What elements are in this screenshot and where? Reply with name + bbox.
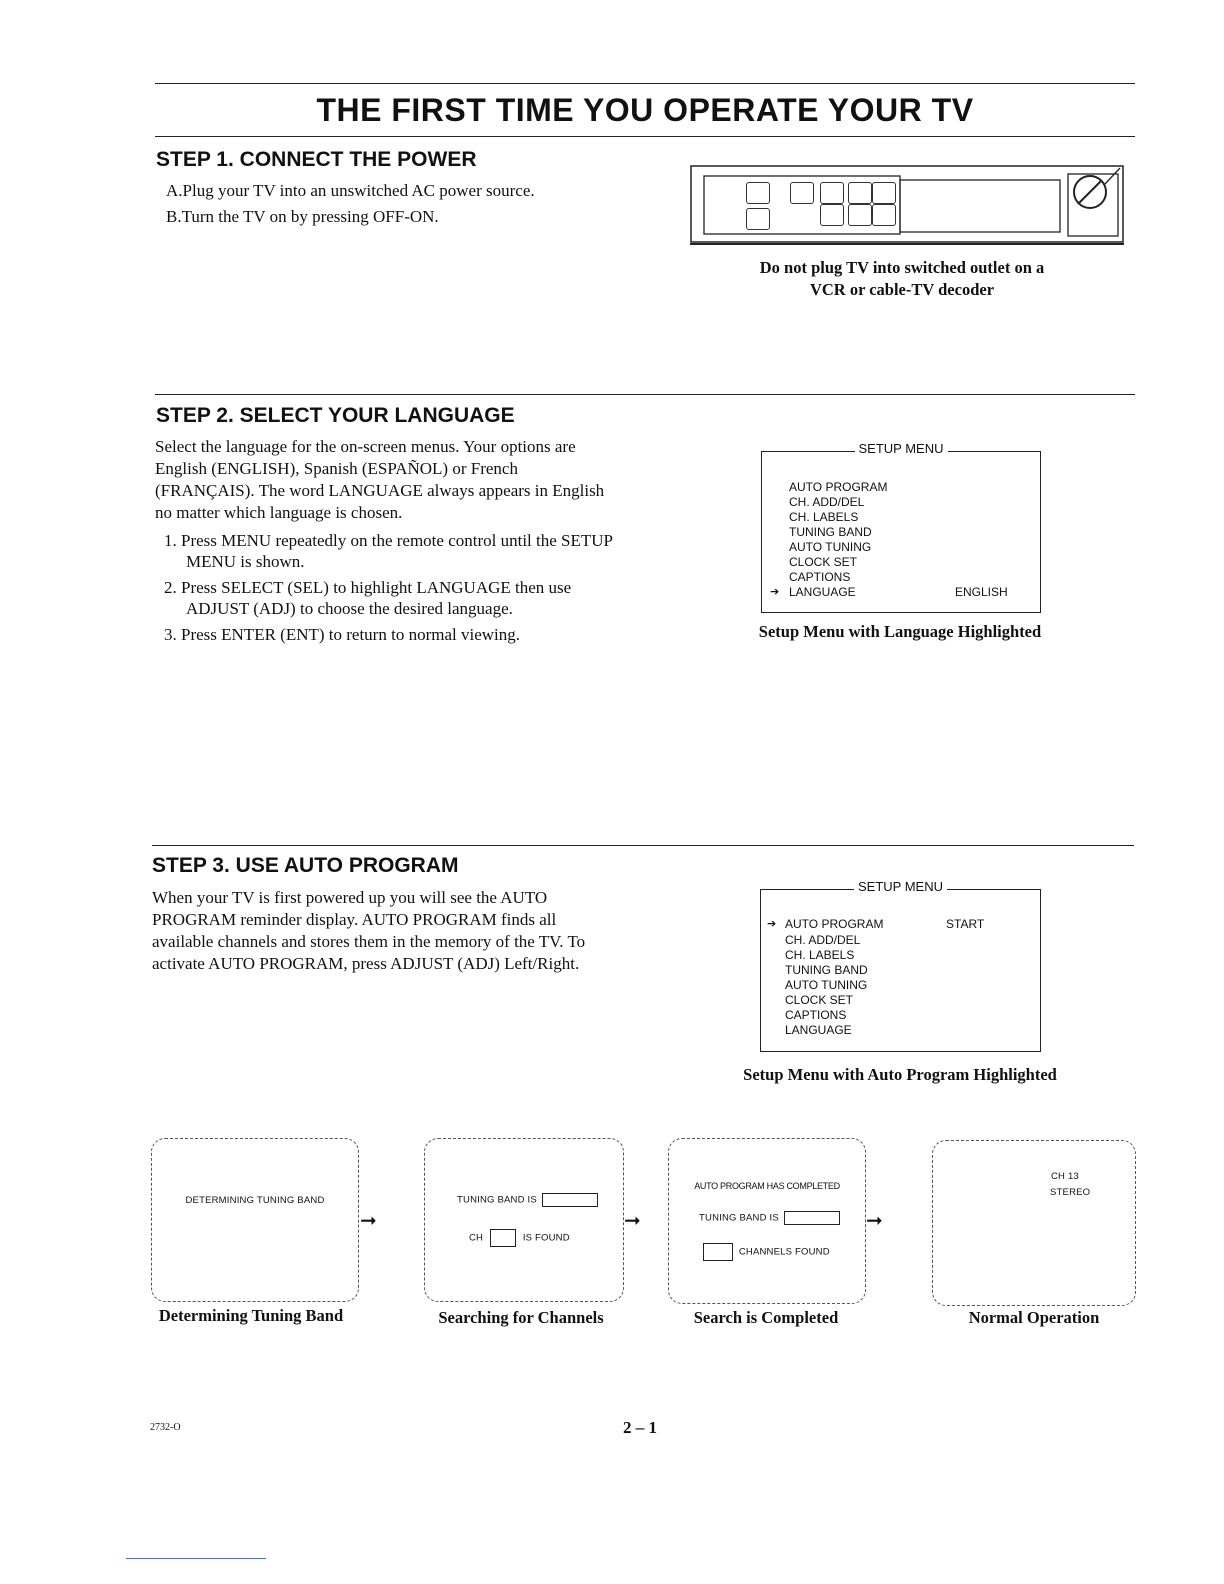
screen-text: DETERMINING TUNING BAND bbox=[185, 1195, 325, 1206]
menu-item: AUTO PROGRAM bbox=[789, 480, 888, 494]
value-box bbox=[703, 1243, 733, 1261]
step1-heading: STEP 1. CONNECT THE POWER bbox=[156, 148, 477, 171]
step1-item-a: A.Plug your TV into an unswitched AC power source. bbox=[166, 181, 535, 200]
step2-heading: STEP 2. SELECT YOUR LANGUAGE bbox=[156, 404, 515, 427]
arrow-right-icon: ➞ bbox=[866, 1210, 883, 1232]
menu-item: CH. ADD/DEL bbox=[789, 495, 865, 509]
screen-determining-band bbox=[151, 1138, 359, 1302]
menu-item: CAPTIONS bbox=[789, 570, 851, 584]
jack-icon bbox=[848, 182, 872, 204]
screen-text bbox=[457, 1193, 598, 1207]
jack-icon bbox=[746, 208, 770, 230]
menu-item: CH. LABELS bbox=[789, 510, 859, 524]
menu-item: CLOCK SET bbox=[789, 555, 858, 569]
value-box bbox=[784, 1211, 840, 1225]
menu-item-highlighted: LANGUAGE bbox=[789, 585, 856, 599]
screen-text-line2: STEREO bbox=[1050, 1187, 1091, 1198]
screen-searching bbox=[424, 1138, 624, 1302]
screen-text-line1: TUNING BAND IS bbox=[457, 1194, 537, 1206]
step2-instructions bbox=[164, 530, 634, 650]
setup-menu-title: SETUP MENU bbox=[761, 879, 1040, 894]
screen-text-line2-pre: CH bbox=[469, 1232, 484, 1244]
screen3-caption: Search is Completed bbox=[693, 1308, 839, 1327]
step1-item-b: B.Turn the TV on by pressing OFF-ON. bbox=[166, 207, 439, 226]
step2-intro: Select the language for the on-screen menus. Your options are English (ENGLISH), Spanish (ESPAÑOL) or French (FRANÇAIS). The word LANGUAGE always appears in English no matter which language is chosen. bbox=[155, 437, 605, 522]
screen2-caption: Searching for Channels bbox=[438, 1308, 604, 1327]
setup-menu-items bbox=[785, 933, 868, 1038]
screen-text-line1: CH 13 bbox=[1051, 1171, 1079, 1182]
step1-caption-line2: VCR or cable-TV decoder bbox=[809, 280, 995, 299]
menu-item: CH. ADD/DEL bbox=[785, 933, 861, 947]
screen4-caption: Normal Operation bbox=[968, 1308, 1100, 1327]
value-box bbox=[490, 1229, 516, 1247]
menu-item: CLOCK SET bbox=[785, 993, 854, 1007]
menu-item: CH. LABELS bbox=[785, 948, 855, 962]
step2-instruction-1: 1. Press MENU repeatedly on the remote control until the SETUP MENU is shown. bbox=[164, 531, 613, 571]
step3-intro: When your TV is first powered up you will see the AUTO PROGRAM reminder display. AUTO PROGRAM finds all available channels and stores them in the memory of the TV. To activate AUTO PROGRAM, press ADJUST (ADJ) Left/Right. bbox=[152, 888, 586, 973]
menu-item-value: ENGLISH bbox=[955, 585, 1008, 599]
arrow-right-icon: ➞ bbox=[624, 1210, 641, 1232]
screen1-caption: Determining Tuning Band bbox=[158, 1306, 344, 1325]
value-box bbox=[542, 1193, 598, 1207]
screen-text-line1: AUTO PROGRAM HAS COMPLETED bbox=[694, 1181, 840, 1191]
menu-item-value: START bbox=[946, 917, 985, 931]
menu-item-highlighted: AUTO PROGRAM bbox=[785, 917, 884, 931]
tv-back-panel-illustration bbox=[690, 164, 1124, 246]
title-rule bbox=[155, 136, 1135, 137]
page-title: THE FIRST TIME YOU OPERATE YOUR TV bbox=[316, 92, 974, 128]
step3-caption: Setup Menu with Auto Program Highlighted bbox=[743, 1065, 1057, 1084]
screen-search-completed bbox=[668, 1138, 866, 1304]
page-number: 2 – 1 bbox=[623, 1418, 657, 1437]
screen-text-line2: TUNING BAND IS bbox=[699, 1212, 779, 1224]
jack-icon bbox=[848, 204, 872, 226]
menu-item: TUNING BAND bbox=[785, 963, 868, 977]
pointer-arrow-icon: ➔ bbox=[767, 918, 777, 930]
step3-rule bbox=[152, 845, 1134, 846]
footer-code: 2732-O bbox=[150, 1422, 181, 1433]
screen-normal-operation bbox=[932, 1140, 1136, 1306]
step2-caption: Setup Menu with Language Highlighted bbox=[758, 622, 1042, 641]
jack-icon bbox=[790, 182, 814, 204]
menu-item: LANGUAGE bbox=[785, 1023, 852, 1037]
footer-link-rule bbox=[126, 1558, 266, 1559]
screen-text bbox=[703, 1243, 830, 1261]
menu-item: TUNING BAND bbox=[789, 525, 872, 539]
jack-icon bbox=[872, 204, 896, 226]
menu-item: AUTO TUNING bbox=[785, 978, 868, 992]
menu-item: AUTO TUNING bbox=[789, 540, 872, 554]
jack-icon bbox=[820, 204, 844, 226]
screen-text-line2-post: IS FOUND bbox=[522, 1232, 570, 1244]
top-rule bbox=[155, 83, 1135, 84]
setup-menu-title: SETUP MENU bbox=[762, 441, 1040, 456]
setup-menu-items bbox=[789, 480, 887, 585]
menu-item: CAPTIONS bbox=[785, 1008, 847, 1022]
step2-instruction-3: 3. Press ENTER (ENT) to return to normal viewing. bbox=[164, 625, 520, 644]
screen-text bbox=[469, 1229, 570, 1247]
jack-icon bbox=[820, 182, 844, 204]
step1-caption-line1: Do not plug TV into switched outlet on a bbox=[759, 258, 1045, 277]
arrow-right-icon: ➞ bbox=[360, 1210, 377, 1232]
step3-heading: STEP 3. USE AUTO PROGRAM bbox=[152, 854, 459, 877]
screen-text bbox=[699, 1211, 840, 1225]
step2-rule bbox=[155, 394, 1135, 395]
jack-icon bbox=[872, 182, 896, 204]
setup-menu-auto-program bbox=[760, 879, 1041, 1052]
tv-panel-drawing bbox=[690, 164, 1124, 246]
jack-icon bbox=[746, 182, 770, 204]
setup-menu-language bbox=[761, 441, 1041, 613]
screen-text-line3: CHANNELS FOUND bbox=[738, 1246, 830, 1258]
pointer-arrow-icon: ➔ bbox=[770, 586, 780, 598]
step2-instruction-2: 2. Press SELECT (SEL) to highlight LANGUAGE then use ADJUST (ADJ) to choose the desired language. bbox=[164, 578, 572, 618]
